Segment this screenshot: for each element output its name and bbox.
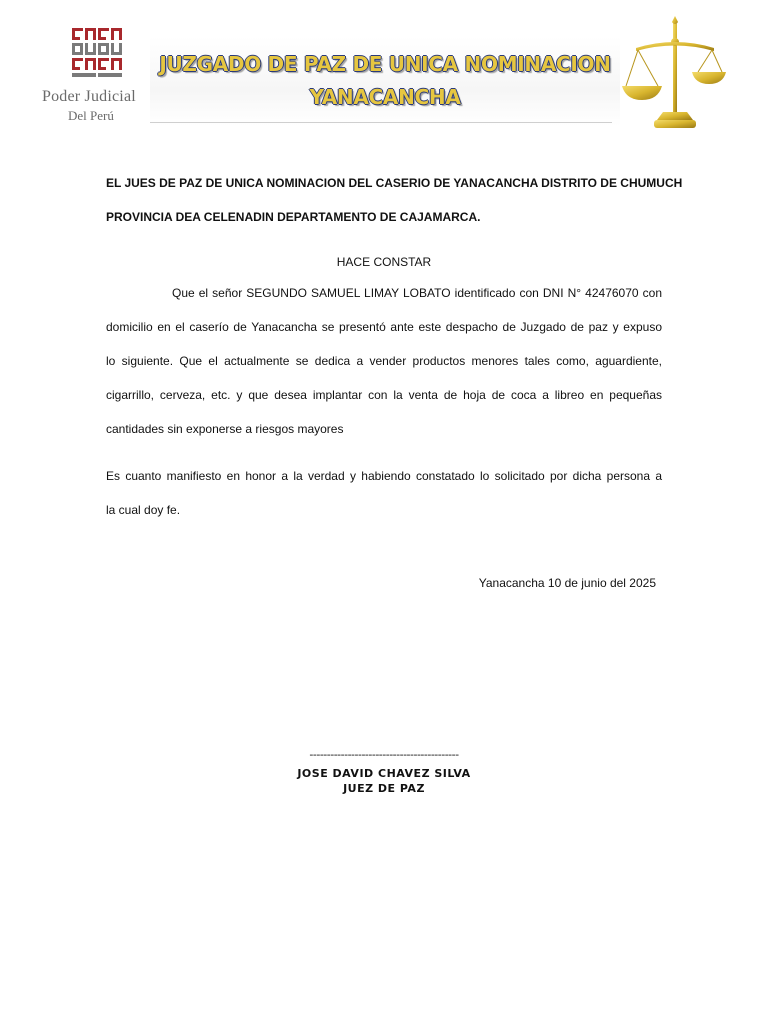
signature-line: ------------------------------------------- (309, 748, 459, 761)
poder-judicial-emblem-icon (70, 26, 124, 80)
document-heading: HACE CONSTAR (336, 255, 432, 269)
scales-of-justice-icon (618, 14, 728, 134)
logo-text-del-peru: Del Perú (68, 108, 114, 123)
paragraph-line: lo siguiente. Que el actualmente se dedica a vender productos menores tales como, aguardiente, (106, 354, 662, 368)
banner-divider (150, 122, 612, 123)
intro-line-2: PROVINCIA DEA CELENADIN DEPARTAMENTO DE CAJAMARCA. (106, 210, 481, 224)
logo-text-poder-judicial: Poder Judicial (42, 88, 136, 105)
statement-paragraph (106, 285, 662, 455)
court-location-title: YANACANCHA (309, 85, 461, 109)
signatory-name: JOSE DAVID CHAVEZ SILVA (297, 767, 471, 780)
paragraph-line: domicilio en el caserío de Yanacancha se presentó ante este despacho de Juzgado de paz y expuso (106, 320, 662, 334)
poder-judicial-logo (40, 26, 156, 126)
attestation-paragraph (106, 468, 662, 536)
court-title: JUZGADO DE PAZ DE UNICA NOMINACION (159, 52, 611, 76)
paragraph-line: cigarrillo, cerveza, etc. y que desea implantar con la venta de hoja de coca a libreo en pequeñas (106, 388, 662, 402)
document-header (0, 0, 768, 140)
document-date: Yanacancha 10 de junio del 2025 (478, 576, 656, 590)
signatory-title: JUEZ DE PAZ (343, 782, 425, 795)
intro-line-1: EL JUES DE PAZ DE UNICA NOMINACION DEL CASERIO DE YANACANCHA DISTRITO DE CHUMUCH (106, 176, 683, 190)
paragraph-line: la cual doy fe. (106, 503, 181, 517)
paragraph-line: cantidades sin exponerse a riesgos mayores (106, 422, 344, 436)
paragraph-line: Es cuanto manifiesto en honor a la verdad y habiendo constatado lo solicitado por dicha persona a (106, 469, 662, 483)
title-banner (150, 36, 620, 126)
paragraph-line: Que el señor SEGUNDO SAMUEL LIMAY LOBATO identificado con DNI N° 42476070 con (172, 286, 662, 300)
